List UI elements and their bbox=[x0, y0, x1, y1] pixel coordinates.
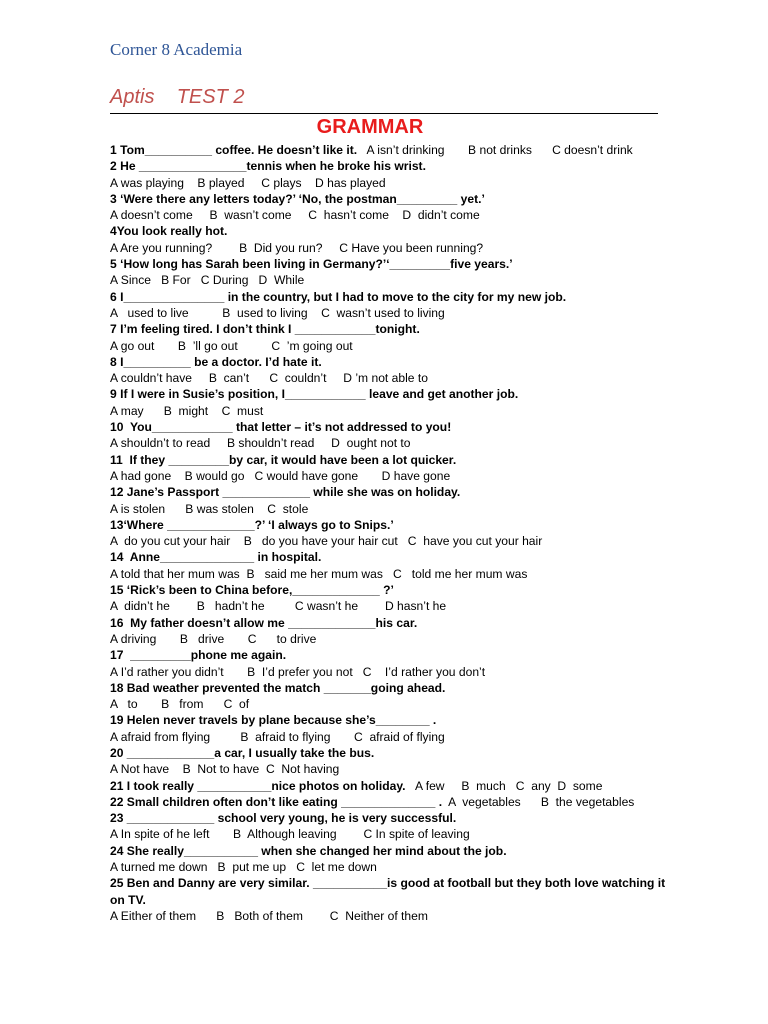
answer-options bbox=[110, 631, 670, 647]
answer-options bbox=[110, 403, 670, 419]
question-text bbox=[110, 843, 670, 859]
section-heading: GRAMMAR bbox=[316, 116, 424, 138]
title-divider bbox=[110, 113, 658, 114]
question-text bbox=[110, 647, 670, 663]
question-text bbox=[110, 452, 670, 468]
question-stem: 16 My father doesn’t allow me _____________his car. bbox=[110, 615, 418, 630]
question-text bbox=[110, 549, 670, 565]
question-list bbox=[110, 142, 670, 924]
answer-options bbox=[110, 566, 670, 582]
question-stem: 10 You____________ that letter – it’s not addressed to you! bbox=[110, 420, 452, 435]
question-stem: 20 _____________a car, I usually take the bus. bbox=[110, 745, 375, 760]
option-line: A told that her mum was B said me her mum was C told me her mum was bbox=[110, 566, 528, 581]
question-stem: 7 I’m feeling tired. I don’t think I ____________tonight. bbox=[110, 322, 420, 337]
answer-options bbox=[110, 272, 670, 288]
option-line: A doesn’t come B wasn’t come C hasn’t come D didn’t come bbox=[110, 208, 480, 223]
question-text bbox=[110, 158, 670, 174]
option-line: A afraid from flying B afraid to flying C afraid of flying bbox=[110, 729, 445, 744]
question-text bbox=[110, 223, 670, 239]
answer-options bbox=[110, 207, 670, 223]
question-text bbox=[110, 142, 670, 158]
question-text bbox=[110, 712, 670, 728]
question-stem: 24 She really___________ when she changed her mind about the job. bbox=[110, 843, 507, 858]
option-line: A do you cut your hair B do you have your hair cut C have you cut your hair bbox=[110, 534, 543, 549]
answer-options bbox=[110, 435, 670, 451]
question-stem: 4You look really hot. bbox=[110, 224, 228, 239]
question-text bbox=[110, 289, 670, 305]
academy-name: Corner 8 Academia bbox=[110, 40, 243, 59]
option-line: A driving B drive C to drive bbox=[110, 631, 317, 646]
option-line: A Since B For C During D While bbox=[110, 273, 305, 288]
answer-options bbox=[110, 908, 670, 924]
option-line: A Are you running? B Did you run? C Have you been running? bbox=[110, 240, 484, 255]
answer-options bbox=[110, 696, 670, 712]
option-line: A In spite of he left B Although leaving C In spite of leaving bbox=[110, 827, 470, 842]
option-line: A is stolen B was stolen C stole bbox=[110, 501, 309, 516]
question-stem: 3 ‘Were there any letters today?’ ‘No, the postman_________ yet.’ bbox=[110, 191, 485, 206]
question-text bbox=[110, 582, 670, 598]
question-stem: 11 If they _________by car, it would have been a lot quicker. bbox=[110, 452, 457, 467]
option-line: A turned me down B put me up C let me down bbox=[110, 860, 377, 875]
question-stem: 22 Small children often don’t like eating ______________ . bbox=[110, 794, 443, 809]
question-text bbox=[110, 615, 670, 631]
answer-options bbox=[110, 533, 670, 549]
inline-options: A vegetables B the vegetables bbox=[442, 794, 635, 809]
question-text bbox=[110, 191, 670, 207]
question-stem: 19 Helen never travels by plane because she’s________ . bbox=[110, 713, 437, 728]
question-stem: 9 If I were in Susie’s position, I____________ leave and get another job. bbox=[110, 387, 519, 402]
answer-options bbox=[110, 175, 670, 191]
answer-options bbox=[110, 664, 670, 680]
option-line: A go out B ’ll go out C ’m going out bbox=[110, 338, 353, 353]
question-text bbox=[110, 321, 670, 337]
question-stem: 8 I__________ be a doctor. I’d hate it. bbox=[110, 354, 322, 369]
option-line: A may B might C must bbox=[110, 403, 264, 418]
option-line: A I’d rather you didn’t B I’d prefer you not C I’d rather you don’t bbox=[110, 664, 486, 679]
question-text bbox=[110, 778, 670, 794]
question-text bbox=[110, 794, 670, 810]
inline-options: A isn’t drinking B not drinks C doesn’t drink bbox=[357, 143, 633, 157]
inline-options: A few B much C any D some bbox=[405, 778, 603, 793]
answer-options bbox=[110, 240, 670, 256]
question-stem: 2 He ________________tennis when he broke his wrist. bbox=[110, 159, 426, 174]
question-stem: 12 Jane’s Passport _____________ while she was on holiday. bbox=[110, 485, 461, 500]
option-line: A used to live B used to living C wasn’t used to living bbox=[110, 305, 445, 320]
answer-options bbox=[110, 338, 670, 354]
answer-options bbox=[110, 859, 670, 875]
answer-options bbox=[110, 305, 670, 321]
question-stem: 21 I took really ___________nice photos on holiday. bbox=[110, 778, 406, 793]
question-stem: 18 Bad weather prevented the match _______going ahead. bbox=[110, 680, 446, 695]
answer-options bbox=[110, 729, 670, 745]
question-stem: 17 _________phone me again. bbox=[110, 648, 287, 663]
option-line: A was playing B played C plays D has played bbox=[110, 175, 386, 190]
question-text bbox=[110, 680, 670, 696]
question-stem: 13‘Where _____________?’ ‘I always go to Snips.’ bbox=[110, 517, 394, 532]
option-line: A didn’t he B hadn’t he C wasn’t he D hasn’t he bbox=[110, 599, 447, 614]
question-stem: 14 Anne______________ in hospital. bbox=[110, 550, 322, 565]
test-title: Aptis TEST 2 bbox=[110, 86, 245, 108]
answer-options bbox=[110, 468, 670, 484]
option-line: A Either of them B Both of them C Neither of them bbox=[110, 908, 428, 923]
option-line: A Not have B Not to have C Not having bbox=[110, 762, 340, 777]
answer-options bbox=[110, 370, 670, 386]
question-text bbox=[110, 875, 670, 908]
question-text bbox=[110, 745, 670, 761]
option-line: A had gone B would go C would have gone D have gone bbox=[110, 468, 451, 483]
answer-options bbox=[110, 501, 670, 517]
question-stem: 5 ‘How long has Sarah been living in Germany?’‘_________five years.’ bbox=[110, 257, 513, 272]
option-line: A shouldn’t to read B shouldn’t read D ought not to bbox=[110, 436, 411, 451]
question-stem: 15 ‘Rick’s been to China before,_____________ ?’ bbox=[110, 583, 394, 598]
question-text bbox=[110, 419, 670, 435]
answer-options bbox=[110, 598, 670, 614]
question-text bbox=[110, 256, 670, 272]
answer-options bbox=[110, 761, 670, 777]
question-stem: 1 Tom__________ coffee. He doesn’t like it. bbox=[110, 143, 358, 157]
question-text bbox=[110, 484, 670, 500]
question-stem: 25 Ben and Danny are very similar. ___________is good at football but they both love watching it on TV. bbox=[110, 876, 666, 907]
question-text bbox=[110, 517, 670, 533]
answer-options bbox=[110, 826, 670, 842]
question-text bbox=[110, 354, 670, 370]
question-stem: 6 I_______________ in the country, but I had to move to the city for my new job. bbox=[110, 289, 567, 304]
question-text bbox=[110, 386, 670, 402]
option-line: A couldn’t have B can’t C couldn’t D ’m not able to bbox=[110, 371, 428, 386]
option-line: A to B from C of bbox=[110, 697, 250, 712]
question-stem: 23 _____________ school very young, he is very successful. bbox=[110, 811, 457, 826]
question-text bbox=[110, 810, 670, 826]
